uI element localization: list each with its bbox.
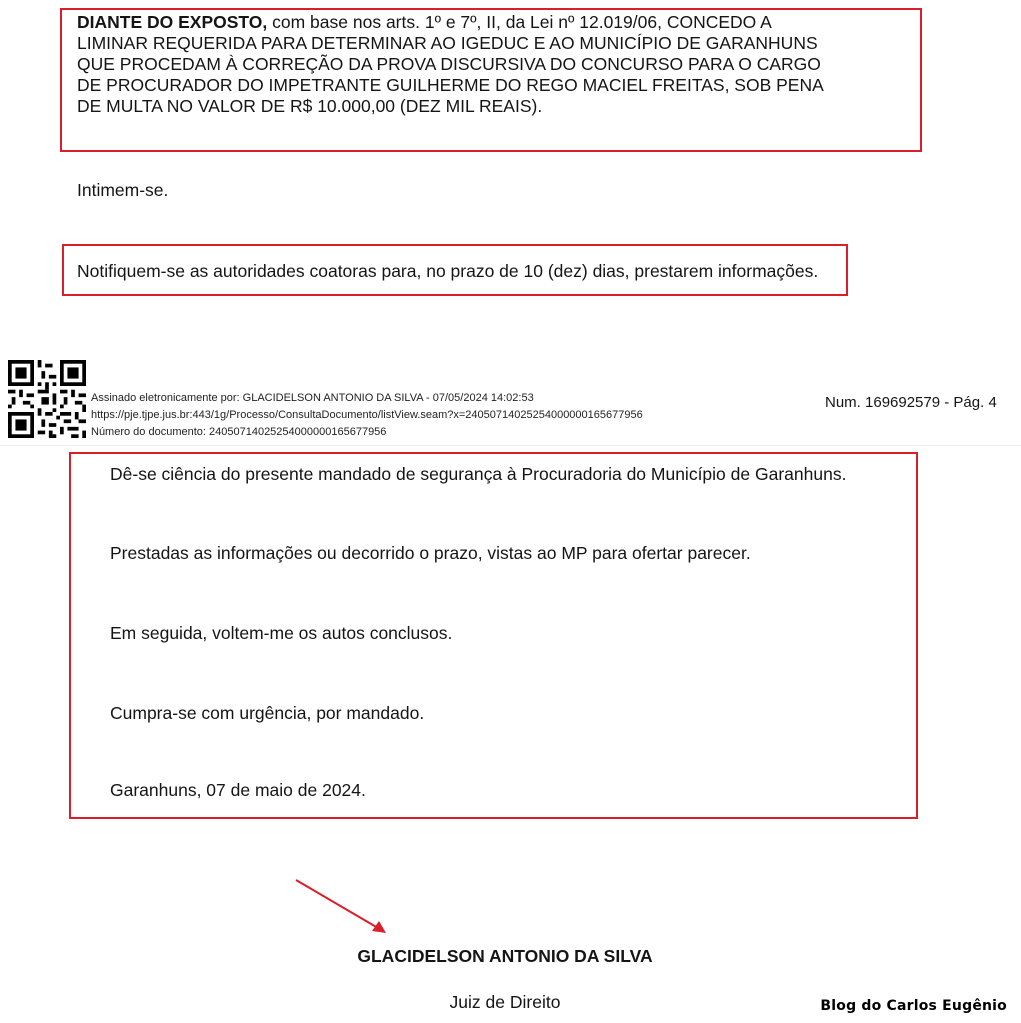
decision-line-2: LIMINAR REQUERIDA PARA DETERMINAR AO IGEDUC E AO MUNICÍPIO DE GARANHUNS: [77, 33, 818, 53]
order-paragraph-4: Cumpra-se com urgência, por mandado.: [110, 703, 425, 723]
order-date: Garanhuns, 07 de maio de 2024.: [110, 780, 366, 800]
document-number: Número do documento: 24050714025254000000165677956: [91, 426, 387, 438]
signatory-role: Juiz de Direito: [449, 992, 561, 1012]
decision-line-4: DE PROCURADOR DO IMPETRANTE GUILHERME DO REGO MACIEL FREITAS, SOB PENA: [77, 75, 824, 95]
order-paragraph-2: Prestadas as informações ou decorrido o prazo, vistas ao MP para ofertar parecer.: [110, 543, 751, 563]
order-paragraph-3: Em seguida, voltem-me os autos conclusos.: [110, 623, 453, 643]
qr-code-icon: [8, 360, 86, 438]
red-arrow-icon: [290, 875, 400, 940]
order-paragraph-1: Dê-se ciência do presente mandado de segurança à Procuradoria do Município de Garanhuns.: [110, 464, 847, 484]
signatory-name: GLACIDELSON ANTONIO DA SILVA: [357, 946, 653, 966]
page-divider: [0, 445, 1021, 446]
decision-line-5: DE MULTA NO VALOR DE R$ 10.000,00 (DEZ MIL REAIS).: [77, 96, 543, 116]
document-url-link[interactable]: https://pje.tjpe.jus.br:443/1g/Processo/ConsultaDocumento/listView.seam?x=24050714025254000000165677956: [91, 409, 643, 421]
signed-by-line: Assinado eletronicamente por: GLACIDELSON ANTONIO DA SILVA - 07/05/2024 14:02:53: [91, 392, 534, 404]
decision-line-3: QUE PROCEDAM À CORREÇÃO DA PROVA DISCURSIVA DO CONCURSO PARA O CARGO: [77, 54, 821, 74]
decision-line-1: com base nos arts. 1º e 7º, II, da Lei nº 12.019/06, CONCEDO A: [267, 12, 772, 32]
notify-text: Notifiquem-se as autoridades coatoras para, no prazo de 10 (dez) dias, prestarem informações.: [77, 261, 819, 281]
decision-lead: DIANTE DO EXPOSTO,: [77, 12, 268, 32]
decision-paragraph: [77, 12, 917, 117]
intimem-text: Intimem-se.: [77, 180, 169, 200]
page-reference: Num. 169692579 - Pág. 4: [825, 394, 997, 411]
blog-watermark: Blog do Carlos Eugênio: [820, 998, 1007, 1014]
